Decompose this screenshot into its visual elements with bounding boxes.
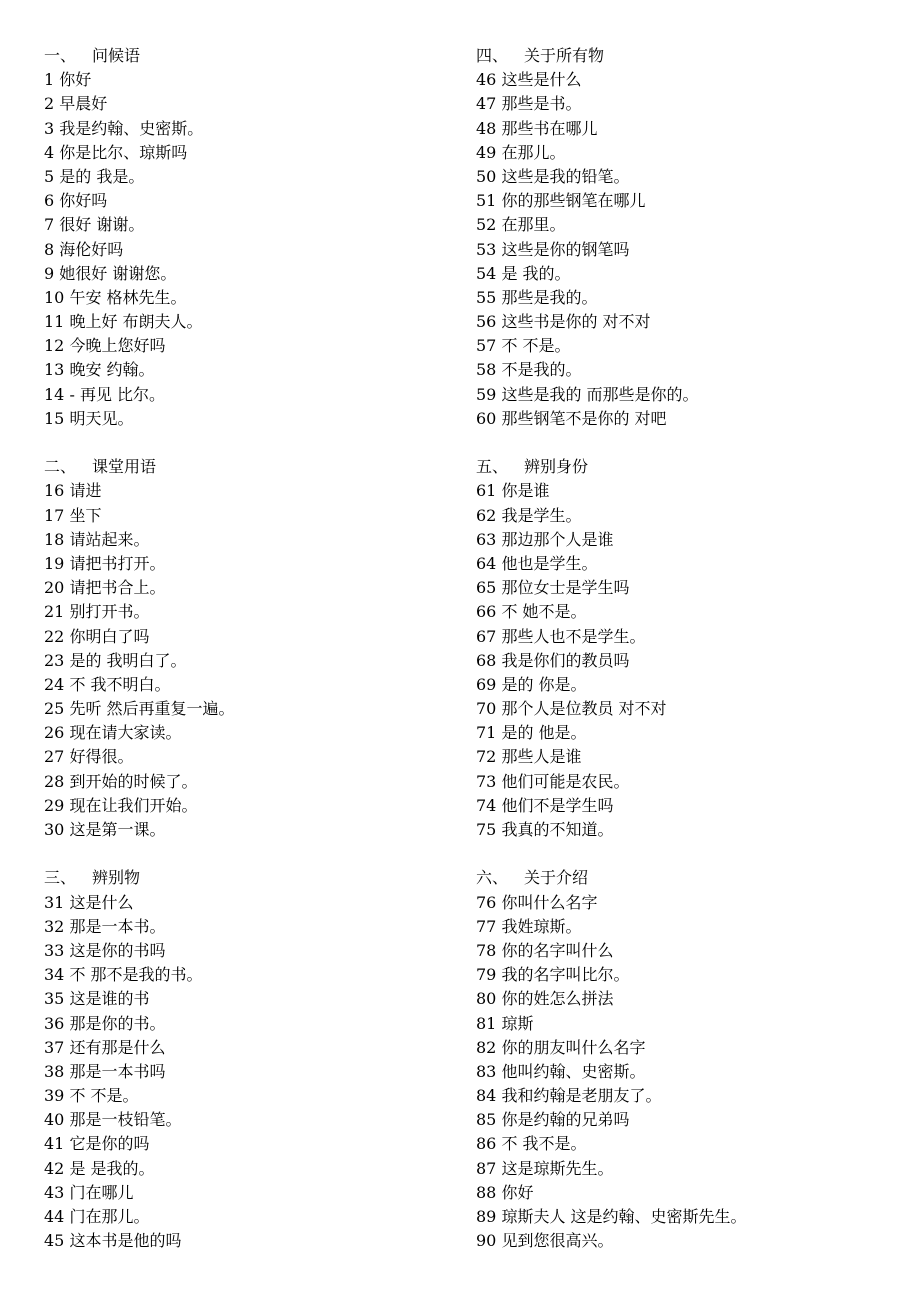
phrase-section — [476, 44, 896, 431]
phrase-item — [44, 1060, 464, 1084]
phrase-text: 不 我不明白。 — [69, 674, 171, 694]
phrase-text: 坐下 — [69, 505, 102, 525]
phrase-number: 81 — [476, 1013, 497, 1033]
phrase-item — [44, 262, 464, 286]
phrase-item — [44, 600, 464, 624]
phrase-number: 31 — [44, 892, 65, 912]
phrase-text: 那是一枝铅笔。 — [69, 1110, 182, 1130]
phrase-number: 6 — [44, 191, 55, 211]
phrase-text: 那些书在哪儿 — [501, 118, 598, 138]
phrase-number: 23 — [44, 650, 65, 670]
phrase-text: 你的姓怎么拼法 — [501, 989, 614, 1009]
phrase-item — [44, 721, 464, 745]
phrase-text: 他叫约翰、史密斯。 — [501, 1061, 646, 1081]
right-column — [476, 44, 896, 1253]
phrase-text: 现在请大家读。 — [69, 723, 182, 743]
phrase-number: 39 — [44, 1086, 65, 1106]
phrase-item — [476, 358, 896, 382]
section-title: 关于介绍 — [524, 868, 589, 888]
phrase-item — [44, 818, 464, 842]
phrase-number: 10 — [44, 287, 65, 307]
phrase-text: 是 我的。 — [501, 263, 571, 283]
section-title: 关于所有物 — [524, 46, 605, 65]
phrase-number: 87 — [476, 1158, 497, 1178]
phrase-text: 这些书是你的 对不对 — [501, 312, 651, 332]
phrase-text: 那些是书。 — [501, 94, 582, 114]
phrase-number: 30 — [44, 820, 65, 839]
phrase-item — [44, 286, 464, 310]
phrase-text: 海伦好吗 — [59, 239, 124, 259]
phrase-text: 你的朋友叫什么名字 — [501, 1037, 646, 1057]
phrase-number: 27 — [44, 747, 65, 767]
phrase-item — [44, 189, 464, 213]
phrase-text: 不 不是。 — [69, 1086, 139, 1106]
section-heading — [44, 44, 464, 68]
phrase-number: 66 — [476, 602, 497, 622]
phrase-item — [476, 141, 896, 165]
phrase-number: 48 — [476, 118, 497, 138]
phrase-text: 早晨好 — [59, 94, 108, 114]
phrase-item — [476, 238, 896, 262]
phrase-item — [44, 92, 464, 116]
phrase-text: 明天见。 — [69, 408, 134, 428]
phrase-text: 现在让我们开始。 — [69, 795, 198, 815]
phrase-number: 65 — [476, 578, 497, 598]
phrase-number: 18 — [44, 529, 65, 549]
phrase-text: 我是约翰、史密斯。 — [59, 118, 204, 138]
phrase-number: 62 — [476, 505, 497, 525]
phrase-number: 34 — [44, 965, 65, 985]
phrase-number: 44 — [44, 1207, 65, 1226]
phrase-number: 8 — [44, 239, 55, 259]
phrase-text: 请进 — [69, 481, 102, 501]
phrase-number: 32 — [44, 916, 65, 936]
phrase-item — [44, 987, 464, 1011]
phrase-number: 46 — [476, 70, 497, 90]
phrase-text: 这是琼斯先生。 — [501, 1158, 614, 1178]
phrase-item — [476, 697, 896, 721]
phrase-text: 好得很。 — [69, 747, 134, 767]
phrase-number: 16 — [44, 481, 65, 501]
section-title: 问候语 — [92, 46, 141, 65]
phrase-text: 不 我不是。 — [501, 1134, 587, 1154]
section-heading — [476, 866, 896, 890]
phrase-section — [44, 866, 464, 1253]
phrase-number: 76 — [476, 892, 497, 912]
phrase-item — [44, 141, 464, 165]
phrase-text: 那些钢笔不是你的 对吧 — [501, 408, 667, 428]
phrase-number: 79 — [476, 965, 497, 985]
phrase-item — [44, 310, 464, 334]
phrase-number: 57 — [476, 336, 497, 356]
phrase-text: 晚上好 布朗夫人。 — [69, 312, 203, 332]
phrase-number: 73 — [476, 771, 497, 791]
phrase-text: 是的 他是。 — [501, 723, 587, 743]
phrase-item — [476, 625, 896, 649]
section-heading — [44, 866, 464, 890]
phrase-text: 不是我的。 — [501, 360, 582, 380]
phrase-number: 7 — [44, 215, 55, 235]
phrase-item — [44, 165, 464, 189]
phrase-number: 61 — [476, 481, 497, 501]
phrase-text: 这些是什么 — [501, 70, 582, 90]
phrase-item — [476, 1060, 896, 1084]
phrase-text: 午安 格林先生。 — [69, 287, 187, 307]
phrase-number: 22 — [44, 626, 65, 646]
phrase-item — [44, 238, 464, 262]
phrase-number: 56 — [476, 312, 497, 332]
phrase-number: 26 — [44, 723, 65, 743]
phrase-text: 在那儿。 — [501, 142, 566, 162]
phrase-item — [44, 891, 464, 915]
phrase-item — [44, 576, 464, 600]
phrase-item — [476, 770, 896, 794]
phrase-number: 85 — [476, 1110, 497, 1130]
phrase-text: 那些是我的。 — [501, 287, 598, 307]
phrase-item — [44, 673, 464, 697]
phrase-item — [44, 1012, 464, 1036]
phrase-item — [476, 673, 896, 697]
phrase-text: 这本书是他的吗 — [69, 1231, 182, 1251]
phrase-number: 43 — [44, 1182, 65, 1202]
phrase-item — [476, 1084, 896, 1108]
phrase-number: 90 — [476, 1231, 497, 1251]
phrase-number: 72 — [476, 747, 497, 767]
phrase-text: 你的名字叫什么 — [501, 940, 614, 960]
phrase-number: 80 — [476, 989, 497, 1009]
phrase-number: 71 — [476, 723, 497, 743]
phrase-item — [44, 407, 464, 431]
phrase-text: 我的名字叫比尔。 — [501, 965, 630, 985]
phrase-number: 5 — [44, 166, 55, 186]
phrase-item — [44, 383, 464, 407]
phrase-text: 还有那是什么 — [69, 1037, 166, 1057]
phrase-item — [44, 745, 464, 769]
phrase-text: 这是什么 — [69, 892, 134, 912]
phrase-number: 89 — [476, 1207, 497, 1226]
phrase-number: 63 — [476, 529, 497, 549]
phrase-number: 70 — [476, 699, 497, 719]
phrase-text: 你好吗 — [59, 191, 108, 211]
phrase-text: 在那里。 — [501, 215, 566, 235]
section-title: 辨别物 — [92, 868, 141, 888]
phrase-item — [476, 504, 896, 528]
phrase-text: 那个人是位教员 对不对 — [501, 699, 667, 719]
phrase-text: 很好 谢谢。 — [59, 215, 145, 235]
section-number: 二、 — [44, 457, 77, 477]
phrase-item — [44, 794, 464, 818]
phrase-number: 15 — [44, 408, 65, 428]
phrase-number: 13 — [44, 360, 65, 380]
phrase-number: 58 — [476, 360, 497, 380]
phrase-number: 25 — [44, 699, 65, 719]
phrase-number: 24 — [44, 674, 65, 694]
phrase-text: 那些人是谁 — [501, 747, 582, 767]
phrase-text: 他也是学生。 — [501, 553, 598, 573]
section-number: 三、 — [44, 868, 77, 888]
phrase-number: 83 — [476, 1061, 497, 1081]
phrase-text: 你是比尔、琼斯吗 — [59, 142, 188, 162]
phrase-text: 我是你们的教员吗 — [501, 650, 630, 670]
phrase-number: 42 — [44, 1158, 65, 1178]
phrase-item — [476, 189, 896, 213]
phrase-text: 是的 我是。 — [59, 166, 145, 186]
phrase-text: 请站起来。 — [69, 529, 150, 549]
phrase-item — [476, 1181, 896, 1205]
phrase-item — [44, 1132, 464, 1156]
phrase-number: 20 — [44, 578, 65, 598]
phrase-section — [44, 44, 464, 431]
phrase-text: 先听 然后再重复一遍。 — [69, 699, 235, 719]
phrase-text: 请把书合上。 — [69, 578, 166, 598]
phrase-text: 他们不是学生吗 — [501, 795, 614, 815]
phrase-item — [476, 1229, 896, 1253]
phrase-text: 是的 我明白了。 — [69, 650, 187, 670]
phrase-item — [476, 939, 896, 963]
phrase-text: 它是你的吗 — [69, 1134, 150, 1154]
phrase-text: 这些是我的 而那些是你的。 — [501, 384, 699, 404]
phrase-text: 那边那个人是谁 — [501, 529, 614, 549]
phrase-item — [476, 528, 896, 552]
phrase-number: 74 — [476, 795, 497, 815]
phrase-item — [476, 334, 896, 358]
phrase-number: 50 — [476, 166, 497, 186]
phrase-text: 今晚上您好吗 — [69, 336, 166, 356]
phrase-item — [44, 68, 464, 92]
phrase-number: 77 — [476, 916, 497, 936]
phrase-item — [476, 383, 896, 407]
phrase-section — [476, 455, 896, 842]
phrase-text: 你是谁 — [501, 481, 550, 501]
phrase-section — [476, 866, 896, 1253]
phrase-item — [44, 213, 464, 237]
phrase-item — [476, 68, 896, 92]
phrase-item — [476, 721, 896, 745]
phrase-item — [44, 1205, 464, 1229]
phrase-item — [476, 165, 896, 189]
phrase-text: 是的 你是。 — [501, 674, 587, 694]
phrase-text: 不 那不是我的书。 — [69, 965, 203, 985]
phrase-item — [476, 479, 896, 503]
phrase-item — [44, 334, 464, 358]
phrase-text: 到开始的时候了。 — [69, 771, 198, 791]
phrase-number: 12 — [44, 336, 65, 356]
phrase-number: 47 — [476, 94, 497, 114]
phrase-text: 你好 — [59, 70, 92, 90]
section-number: 五、 — [476, 457, 509, 477]
phrase-item — [44, 1181, 464, 1205]
phrase-number: 75 — [476, 820, 497, 839]
phrase-number: 54 — [476, 263, 497, 283]
phrase-text: 那是一本书吗 — [69, 1061, 166, 1081]
section-number: 四、 — [476, 46, 509, 65]
phrase-text: 这是谁的书 — [69, 989, 150, 1009]
phrase-item — [476, 1108, 896, 1132]
left-column — [44, 44, 464, 1253]
phrase-item — [476, 1132, 896, 1156]
phrase-number: 59 — [476, 384, 497, 404]
phrase-number: 35 — [44, 989, 65, 1009]
phrase-text: 请把书打开。 — [69, 553, 166, 573]
phrase-item — [44, 1036, 464, 1060]
phrase-number: 2 — [44, 94, 55, 114]
phrase-text: 门在那儿。 — [69, 1207, 150, 1226]
phrase-text: 那些人也不是学生。 — [501, 626, 646, 646]
phrase-text: 我是学生。 — [501, 505, 582, 525]
phrase-text: 那是一本书。 — [69, 916, 166, 936]
phrase-item — [476, 987, 896, 1011]
phrase-text: 我姓琼斯。 — [501, 916, 582, 936]
phrase-number: 38 — [44, 1061, 65, 1081]
phrase-number: 3 — [44, 118, 55, 138]
phrase-item — [476, 1012, 896, 1036]
phrase-text: 那是你的书。 — [69, 1013, 166, 1033]
section-title: 课堂用语 — [92, 457, 157, 477]
phrase-item — [44, 1157, 464, 1181]
phrase-text: 这是你的书吗 — [69, 940, 166, 960]
phrase-number: 64 — [476, 553, 497, 573]
phrase-item — [44, 697, 464, 721]
phrase-item — [44, 1108, 464, 1132]
phrase-number: 49 — [476, 142, 497, 162]
phrase-item — [476, 1157, 896, 1181]
phrase-text: 这是第一课。 — [69, 820, 166, 839]
phrase-text: 你好 — [501, 1182, 534, 1202]
phrase-number: 11 — [44, 312, 65, 332]
phrase-number: 51 — [476, 191, 497, 211]
phrase-number: 9 — [44, 263, 55, 283]
phrase-number: 21 — [44, 602, 65, 622]
phrase-item — [476, 576, 896, 600]
phrase-item — [476, 794, 896, 818]
phrase-text: 他们可能是农民。 — [501, 771, 630, 791]
phrase-number: 17 — [44, 505, 65, 525]
section-heading — [44, 455, 464, 479]
phrase-text: 晚安 约翰。 — [69, 360, 155, 380]
phrase-text: 见到您很高兴。 — [501, 1231, 614, 1251]
phrase-number: 52 — [476, 215, 497, 235]
section-number: 六、 — [476, 868, 509, 888]
phrase-item — [44, 479, 464, 503]
phrase-item — [476, 915, 896, 939]
phrase-item — [476, 963, 896, 987]
phrase-item — [44, 117, 464, 141]
phrase-item — [44, 528, 464, 552]
section-title: 辨别身份 — [524, 457, 589, 477]
phrase-number: 19 — [44, 553, 65, 573]
phrase-text: 不 不是。 — [501, 336, 571, 356]
phrase-number: 41 — [44, 1134, 65, 1154]
section-heading — [476, 44, 896, 68]
phrase-number: 68 — [476, 650, 497, 670]
phrase-item — [44, 358, 464, 382]
section-number: 一、 — [44, 46, 77, 65]
phrase-number: 82 — [476, 1037, 497, 1057]
phrase-item — [476, 891, 896, 915]
phrase-text: 琼斯 — [501, 1013, 534, 1033]
phrase-item — [476, 407, 896, 431]
phrase-item — [476, 649, 896, 673]
phrase-item — [476, 117, 896, 141]
phrase-text: 是 是我的。 — [69, 1158, 155, 1178]
phrase-item — [44, 552, 464, 576]
phrase-item — [476, 1205, 896, 1229]
phrase-number: 29 — [44, 795, 65, 815]
phrase-text: 不 她不是。 — [501, 602, 587, 622]
phrase-item — [476, 745, 896, 769]
phrase-item — [476, 262, 896, 286]
phrase-item — [44, 963, 464, 987]
phrase-text: 你是约翰的兄弟吗 — [501, 1110, 630, 1130]
phrase-number: 60 — [476, 408, 497, 428]
phrase-item — [44, 625, 464, 649]
phrase-number: 1 — [44, 70, 55, 90]
phrase-number: 4 — [44, 142, 55, 162]
phrase-number: 86 — [476, 1134, 497, 1154]
phrase-number: 45 — [44, 1231, 65, 1251]
phrase-item — [476, 1036, 896, 1060]
phrase-item — [476, 286, 896, 310]
phrase-text: - 再见 比尔。 — [69, 384, 166, 404]
phrase-text: 那位女士是学生吗 — [501, 578, 630, 598]
section-heading — [476, 455, 896, 479]
phrase-item — [44, 504, 464, 528]
phrase-text: 她很好 谢谢您。 — [59, 263, 177, 283]
phrase-number: 33 — [44, 940, 65, 960]
phrase-number: 55 — [476, 287, 497, 307]
phrase-item — [476, 600, 896, 624]
phrase-number: 40 — [44, 1110, 65, 1130]
phrase-text: 门在哪儿 — [69, 1182, 134, 1202]
phrase-text: 这些是我的铅笔。 — [501, 166, 630, 186]
phrase-text: 你的那些钢笔在哪儿 — [501, 191, 646, 211]
phrase-number: 78 — [476, 940, 497, 960]
phrase-item — [44, 939, 464, 963]
phrase-section — [44, 455, 464, 842]
phrase-item — [476, 92, 896, 116]
phrase-number: 84 — [476, 1086, 497, 1106]
phrase-item — [44, 770, 464, 794]
phrase-item — [44, 1229, 464, 1253]
phrase-text: 你叫什么名字 — [501, 892, 598, 912]
phrase-item — [476, 213, 896, 237]
phrase-item — [44, 649, 464, 673]
phrase-number: 88 — [476, 1182, 497, 1202]
phrase-number: 53 — [476, 239, 497, 259]
phrase-text: 我和约翰是老朋友了。 — [501, 1086, 662, 1106]
phrase-number: 69 — [476, 674, 497, 694]
phrase-text: 我真的不知道。 — [501, 820, 614, 839]
phrase-number: 37 — [44, 1037, 65, 1057]
phrase-item — [44, 1084, 464, 1108]
phrase-number: 67 — [476, 626, 497, 646]
phrase-number: 28 — [44, 771, 65, 791]
phrase-text: 别打开书。 — [69, 602, 150, 622]
phrase-text: 琼斯夫人 这是约翰、史密斯先生。 — [501, 1207, 747, 1226]
phrase-item — [476, 552, 896, 576]
phrase-number: 36 — [44, 1013, 65, 1033]
phrase-text: 这些是你的钢笔吗 — [501, 239, 630, 259]
phrase-item — [44, 915, 464, 939]
phrase-item — [476, 818, 896, 842]
phrase-text: 你明白了吗 — [69, 626, 150, 646]
phrase-number: 14 — [44, 384, 65, 404]
phrase-item — [476, 310, 896, 334]
